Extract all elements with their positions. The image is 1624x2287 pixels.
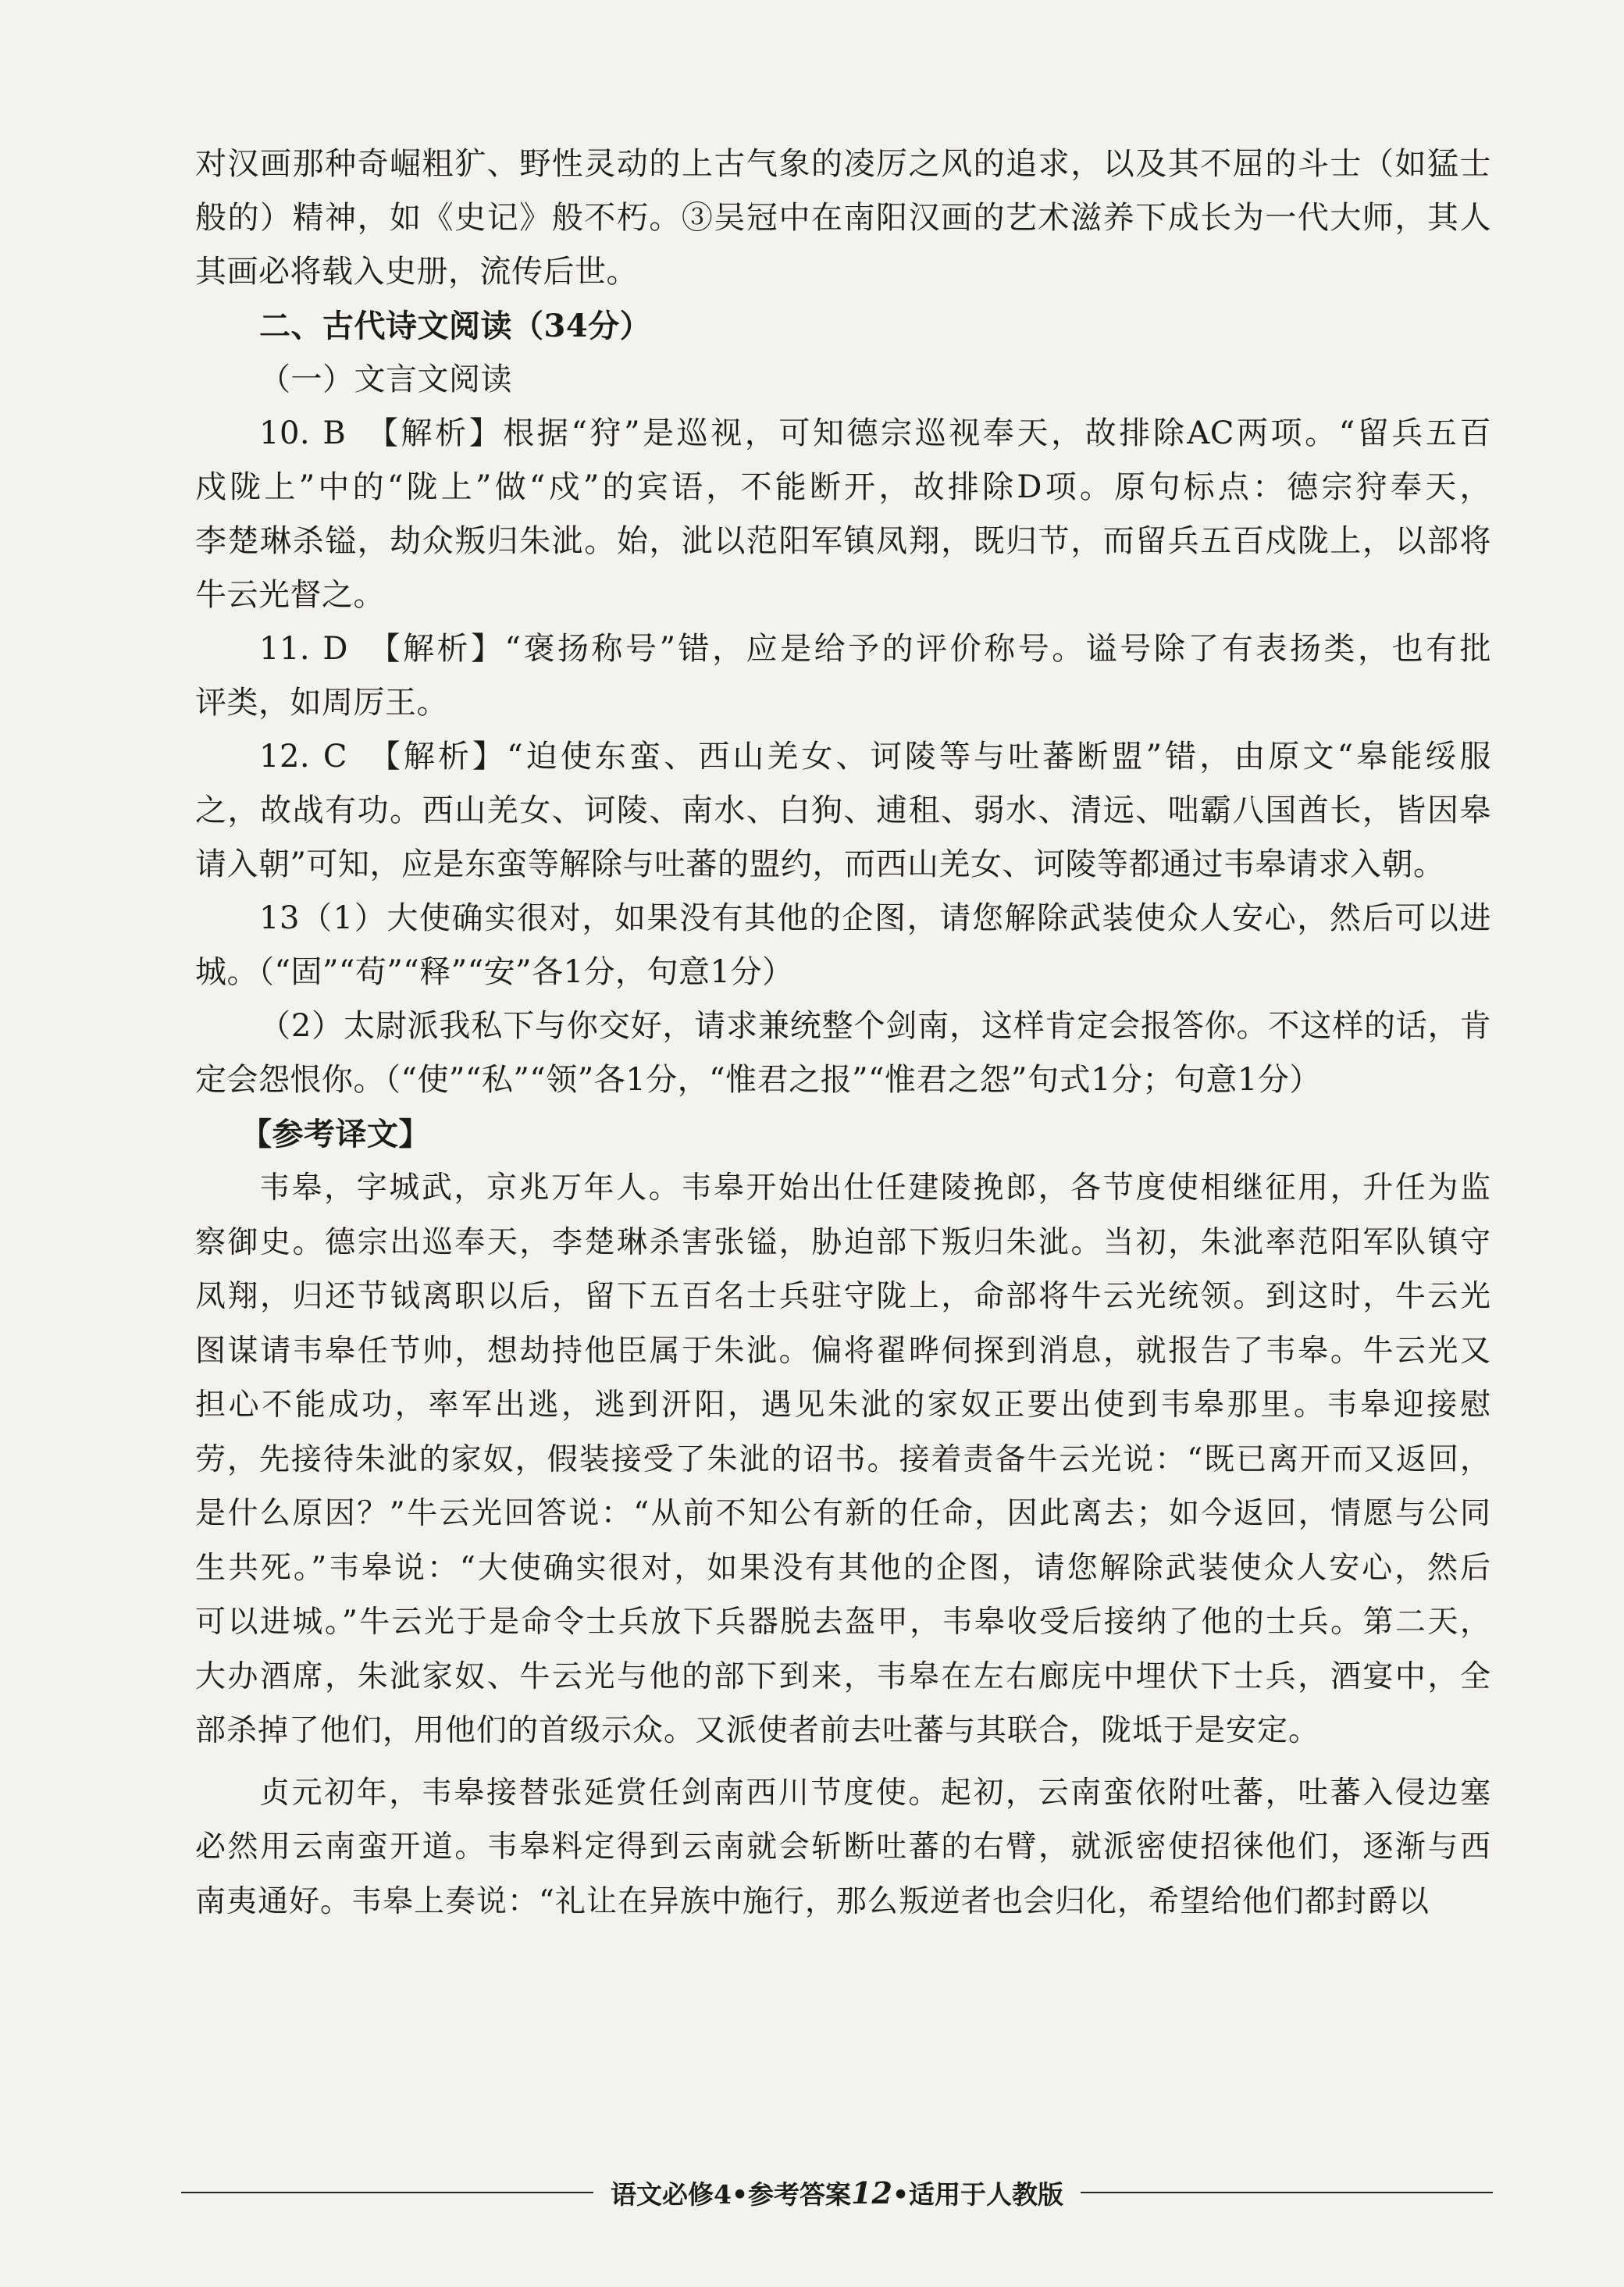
text-line: 生共死。”韦皋说：“大使确实很对，如果没有其他的企图，请您解除武装使众人安心，然后 [195, 1550, 1491, 1586]
text-line: 察御史。德宗出巡奉天，李楚琳杀害张镒，胁迫部下叛归朱泚。当初，朱泚率范阳军队镇守 [195, 1224, 1491, 1260]
question-12-answer [195, 730, 1491, 892]
text-line: 其画必将载入史册，流传后世。 [195, 254, 638, 290]
text-line: 图谋请韦皋任节帅，想劫持他臣属于朱泚。偏将翟晔伺探到消息，就报告了韦皋。牛云光又 [195, 1333, 1491, 1369]
page-footer [181, 2169, 1493, 2216]
essay-answer-continuation [195, 137, 1491, 299]
footer-text: 语文必修4•参考答案12•适用于人教版 [610, 2175, 1064, 2210]
footer-rule-left [181, 2192, 593, 2193]
translation-paragraph-2 [195, 1766, 1491, 1929]
translation-heading: 【参考译文】 [240, 1116, 430, 1152]
text-line: 评类，如周厉王。 [195, 685, 448, 721]
footer-edition: 适用于人教版 [909, 2178, 1064, 2210]
text-line: 贞元初年，韦皋接替张延赏任剑南西川节度使。起初，云南蛮依附吐蕃，吐蕃入侵边塞 [259, 1775, 1491, 1811]
text-line: 南夷通好。韦皋上奏说：“礼让在异族中施行，那么叛逆者也会归化，希望给他们都封爵以 [195, 1883, 1430, 1919]
footer-page-number: 12 [851, 2175, 892, 2210]
text-line: 李楚琳杀镒，劫众叛归朱泚。始，泚以范阳军镇凤翔，既归节，而留兵五百戍陇上，以部将 [195, 523, 1491, 559]
question-13-answer [195, 892, 1491, 1107]
text-line: 劳，先接待朱泚的家奴，假装接受了朱泚的诏书。接着责备牛云光说：“既已离开而又返回， [195, 1441, 1491, 1477]
text-line: 般的）精神，如《史记》般不朽。③吴冠中在南阳汉画的艺术滋养下成长为一代大师，其人 [195, 200, 1491, 236]
footer-rule-right [1081, 2192, 1493, 2193]
sub-heading: （一）文言文阅读 [259, 362, 512, 397]
text-line: 10. B 【解析】根据“狩”是巡视，可知德宗巡视奉天，故排除AC两项。“留兵五百 [259, 415, 1491, 451]
question-10-answer [195, 407, 1491, 622]
text-line: 部杀掉了他们，用他们的首级示众。又派使者前去吐蕃与其联合，陇坻于是安定。 [195, 1713, 1320, 1748]
text-line: 大办酒席，朱泚家奴、牛云光与他的部下到来，韦皋在左右廊庑中埋伏下士兵，酒宴中，全 [195, 1658, 1491, 1694]
document-body [195, 137, 1491, 1929]
text-line: 城。（“固”“苟”“释”“安”各1分，句意1分） [195, 954, 794, 990]
text-line: 担心不能成功，率军出逃，逃到汧阳，遇见朱泚的家奴正要出使到韦皋那里。韦皋迎接慰 [195, 1388, 1491, 1423]
text-line: 韦皋，字城武，京兆万年人。韦皋开始出仕任建陵挽郎，各节度使相继征用，升任为监 [259, 1170, 1491, 1206]
translation-paragraph-1 [195, 1161, 1491, 1758]
text-line: 牛云光督之。 [195, 577, 385, 613]
text-line: 13（1）大使确实很对，如果没有其他的企图，请您解除武装使众人安心，然后可以进 [259, 900, 1491, 936]
text-line: 之，故战有功。西山羌女、诃陵、南水、白狗、逋租、弱水、清远、咄霸八国酋长，皆因皋 [195, 793, 1491, 828]
text-line: （2）太尉派我私下与你交好，请求兼统整个剑南，这样肯定会报答你。不这样的话，肯 [259, 1008, 1491, 1044]
footer-subject: 语文必修4 [610, 2178, 732, 2210]
text-line: 可以进城。”牛云光于是命令士兵放下兵器脱去盔甲，韦皋收受后接纳了他的士兵。第二天， [195, 1605, 1491, 1640]
text-line: 11. D 【解析】“褒扬称号”错，应是给予的评价称号。谥号除了有表扬类，也有批 [259, 631, 1491, 667]
text-line: 凤翔，归还节钺离职以后，留下五百名士兵驻守陇上，命部将牛云光统领。到这时，牛云光 [195, 1279, 1491, 1314]
text-line: 必然用云南蛮开道。韦皋料定得到云南就会斩断吐蕃的右臂，就派密使招徕他们，逐渐与西 [195, 1829, 1491, 1865]
text-line: 定会怨恨你。（“使”“私”“领”各1分，“惟君之报”“惟君之怨”句式1分；句意1分） [195, 1062, 1321, 1098]
text-line: 12. C 【解析】“迫使东蛮、西山羌女、诃陵等与吐蕃断盟”错，由原文“皋能绥服 [259, 739, 1491, 775]
text-line: 是什么原因？”牛云光回答说：“从前不知公有新的任命，因此离去；如今返回，情愿与公同 [195, 1496, 1491, 1531]
text-line: 请入朝”可知，应是东蛮等解除与吐蕃的盟约，而西山羌女、诃陵等都通过韦皋请求入朝。 [195, 846, 1445, 882]
text-line: 戍陇上”中的“陇上”做“戍”的宾语，不能断开，故排除D项。原句标点：德宗狩奉天， [195, 469, 1491, 505]
text-line: 对汉画那种奇崛粗犷、野性灵动的上古气象的凌厉之风的追求，以及其不屈的斗士（如猛士 [195, 146, 1491, 182]
footer-answer-label: 参考答案 [748, 2178, 852, 2210]
question-11-answer [195, 622, 1491, 730]
section-heading: 二、古代诗文阅读（34分） [259, 308, 652, 344]
